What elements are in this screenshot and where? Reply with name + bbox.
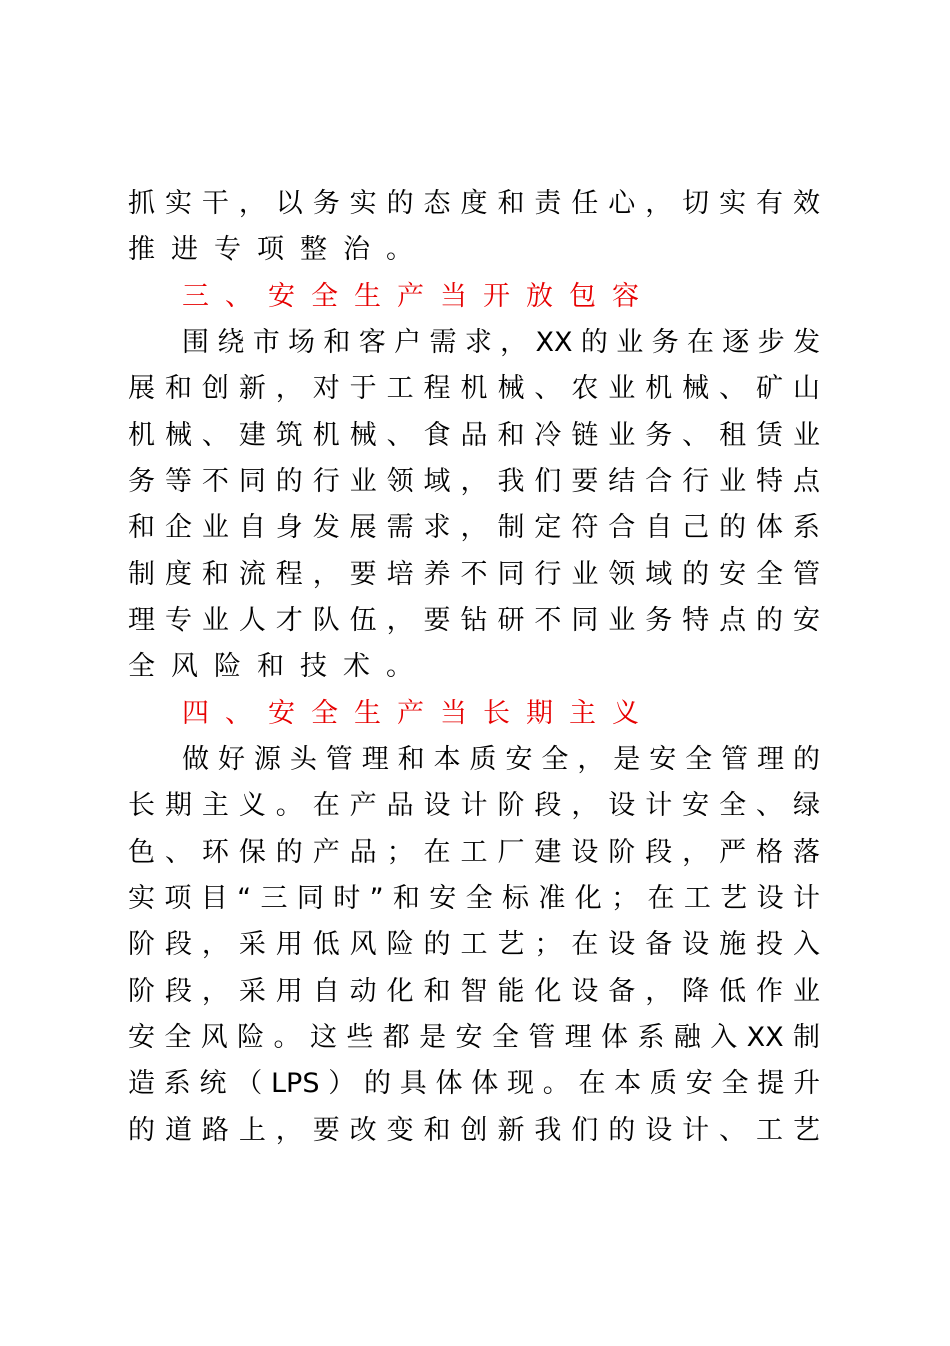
paragraph-line: 阶段，采用自动化和智能化设备，降低作业 bbox=[128, 976, 820, 1007]
paragraph-line: 实项目“三同时”和安全标准化；在工艺设计 bbox=[128, 883, 820, 914]
paragraph-line: 机械、建筑机械、食品和冷链业务、租赁业 bbox=[128, 420, 820, 451]
paragraph-line: 的道路上，要改变和创新我们的设计、工艺 bbox=[128, 1115, 820, 1146]
section-heading-3: 三、安全生产当开放包容 bbox=[182, 281, 655, 312]
paragraph-line: 推进专项整治。 bbox=[128, 234, 429, 265]
paragraph-line: 色、环保的产品；在工厂建设阶段，严格落 bbox=[128, 837, 820, 868]
paragraph-line: 造系统（LPS）的具体体现。在本质安全提升 bbox=[128, 1068, 820, 1099]
paragraph-line: 安全风险。这些都是安全管理体系融入XX制 bbox=[128, 1022, 820, 1053]
paragraph-line: 围绕市场和客户需求，XX的业务在逐步发 bbox=[182, 327, 820, 358]
paragraph-line: 做好源头管理和本质安全，是安全管理的 bbox=[182, 744, 820, 775]
paragraph-line: 阶段，采用低风险的工艺；在设备设施投入 bbox=[128, 929, 820, 960]
paragraph-line: 理专业人才队伍，要钻研不同业务特点的安 bbox=[128, 605, 820, 636]
paragraph-line: 抓实干，以务实的态度和责任心，切实有效 bbox=[128, 188, 820, 219]
paragraph-line: 制度和流程，要培养不同行业领域的安全管 bbox=[128, 559, 820, 590]
section-heading-4: 四、安全生产当长期主义 bbox=[182, 698, 655, 729]
paragraph-line: 务等不同的行业领域，我们要结合行业特点 bbox=[128, 466, 820, 497]
paragraph-line: 全风险和技术。 bbox=[128, 651, 429, 682]
paragraph-line: 和企业自身发展需求，制定符合自己的体系 bbox=[128, 512, 820, 543]
paragraph-line: 长期主义。在产品设计阶段，设计安全、绿 bbox=[128, 790, 820, 821]
paragraph-line: 展和创新，对于工程机械、农业机械、矿山 bbox=[128, 373, 820, 404]
